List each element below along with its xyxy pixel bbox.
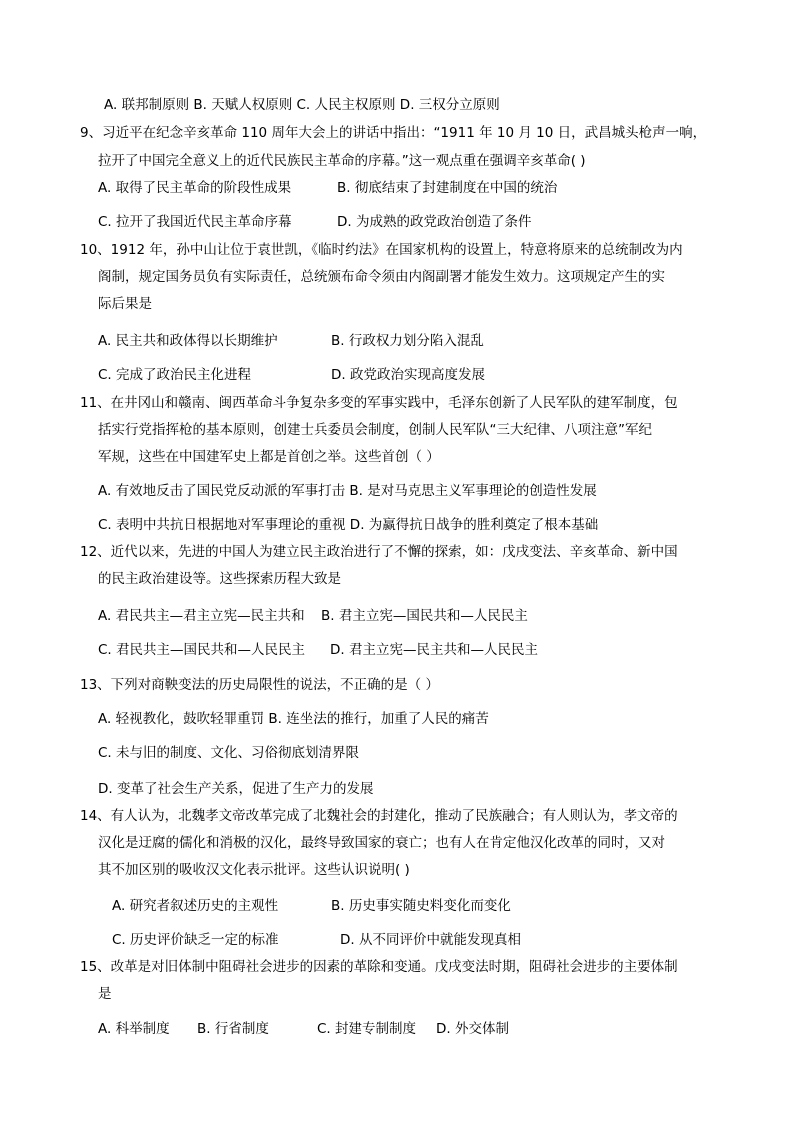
q13-option-c: C. 未与旧的制度、文化、习俗彻底划清界限	[98, 745, 360, 761]
q10-option-d: D. 政党政治实现高度发展	[331, 367, 485, 383]
q13-option-d: D. 变革了社会生产关系，促进了生产力的发展	[98, 781, 374, 797]
q12-stem-line-1: 12、近代以来，先进的中国人为建立民主政治进行了不懈的探索，如：戊戌变法、辛亥革命、新中国	[80, 544, 678, 560]
q14-option-b: B. 历史事实随史料变化而变化	[331, 898, 511, 914]
q8-options: A. 联邦制原则 B. 天赋人权原则 C. 人民主权原则 D. 三权分立原则	[104, 97, 500, 113]
q9-option-a: A. 取得了民主革命的阶段性成果	[98, 180, 292, 196]
q11-options-ab: A. 有效地反击了国民党反动派的军事打击 B. 是对马克思主义军事理论的创造性发展	[98, 483, 597, 499]
q12-option-a: A. 君民共主—君主立宪—民主共和	[98, 608, 305, 624]
q13-stem-line-1: 13、下列对商鞅变法的历史局限性的说法，不正确的是（ ）	[80, 677, 439, 693]
q11-options-cd: C. 表明中共抗日根据地对军事理论的重视 D. 为赢得抗日战争的胜利奠定了根本基础	[98, 517, 599, 533]
q9-option-b: B. 彻底结束了封建制度在中国的统治	[337, 180, 558, 196]
q11-stem-line-1: 11、在井冈山和赣南、闽西革命斗争复杂多变的军事实践中，毛泽东创新了人民军队的建军制度，包	[80, 395, 678, 411]
q9-option-c: C. 拉开了我国近代民主革命序幕	[98, 214, 292, 230]
q10-option-a: A. 民主共和政体得以长期维护	[98, 333, 278, 349]
q13-options-ab: A. 轻视教化，鼓吹轻罪重罚 B. 连坐法的推行，加重了人民的痛苦	[98, 711, 489, 727]
q10-stem-line-2: 阁制，规定国务员负有实际责任，总统颁布命令须由内阁副署才能发生效力。这项规定产生的实	[98, 269, 665, 285]
q14-option-d: D. 从不同评价中就能发现真相	[340, 932, 521, 948]
q15-option-a: A. 科举制度	[98, 1021, 170, 1037]
q14-option-c: C. 历史评价缺乏一定的标准	[112, 932, 279, 948]
q14-stem-line-2: 汉化是迂腐的儒化和消极的汉化，最终导致国家的衰亡；也有人在肯定他汉化改革的同时，又对	[98, 835, 665, 851]
q12-stem-line-2: 的民主政治建设等。这些探索历程大致是	[98, 571, 341, 587]
q15-stem-line-2: 是	[98, 986, 112, 1002]
q9-stem-line-1: 9、习近平在纪念辛亥革命 110 周年大会上的讲话中指出：“1911 年 10 月 10 日，武昌城头枪声一响，	[80, 125, 707, 141]
q11-stem-line-3: 军规，这些在中国建军史上都是首创之举。这些首创（ ）	[98, 449, 440, 465]
q10-stem-line-1: 10、1912 年，孙中山让位于袁世凯，《临时约法》在国家机构的设置上，特意将原来的总统制改为内	[80, 242, 683, 258]
q9-option-d: D. 为成熟的政党政治创造了条件	[337, 214, 532, 230]
q12-option-d: D. 君主立宪—民主共和—人民民主	[330, 642, 538, 658]
q11-stem-line-2: 括实行党指挥枪的基本原则，创建士兵委员会制度，创制人民军队“三大纪律、八项注意”军纪	[98, 422, 652, 438]
q12-option-c: C. 君民共主—国民共和—人民民主	[98, 642, 306, 658]
q15-option-d: D. 外交体制	[436, 1021, 509, 1037]
q14-option-a: A. 研究者叙述历史的主观性	[112, 898, 279, 914]
q15-option-c: C. 封建专制制度	[317, 1021, 417, 1037]
q14-stem-line-3: 其不加区别的吸收汉文化表示批评。这些认识说明( )	[98, 862, 410, 878]
q10-option-b: B. 行政权力划分陷入混乱	[331, 333, 484, 349]
q10-stem-line-3: 际后果是	[98, 296, 152, 312]
q15-stem-line-1: 15、改革是对旧体制中阻碍社会进步的因素的革除和变通。戊戌变法时期，阻碍社会进步的主要体制	[80, 959, 678, 975]
q9-stem-line-2: 拉开了中国完全意义上的近代民族民主革命的序幕。”这一观点重在强调辛亥革命( )	[98, 153, 586, 169]
q12-option-b: B. 君主立宪—国民共和—人民民主	[321, 608, 528, 624]
q10-option-c: C. 完成了政治民主化进程	[98, 367, 252, 383]
q14-stem-line-1: 14、有人认为，北魏孝文帝改革完成了北魏社会的封建化，推动了民族融合；有人则认为，孝文帝的	[80, 808, 678, 824]
q15-option-b: B. 行省制度	[197, 1021, 269, 1037]
